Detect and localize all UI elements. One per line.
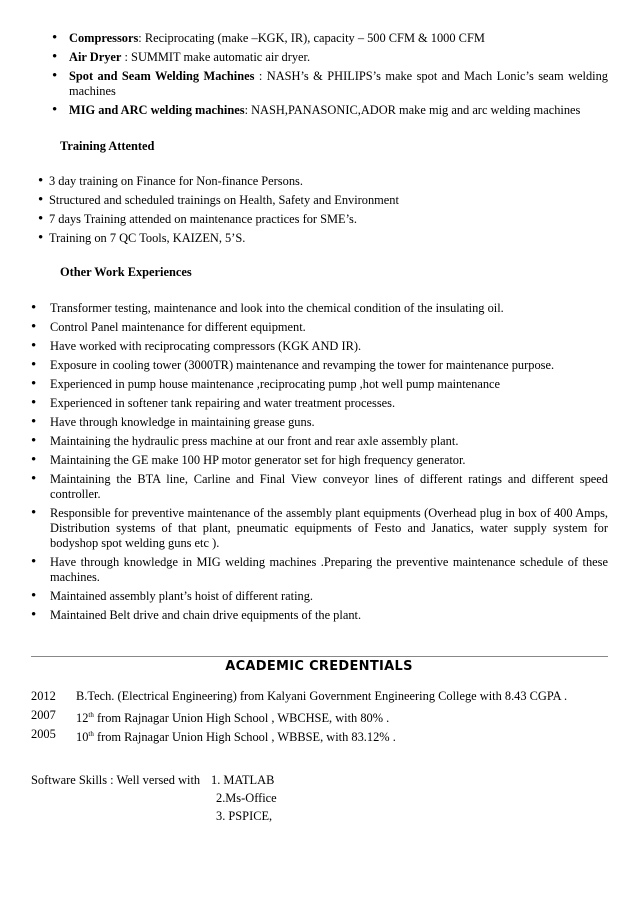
other-work-heading: Other Work Experiences	[60, 265, 192, 279]
separator: :	[138, 31, 145, 45]
skill-item: 2.Ms-Office	[216, 791, 277, 805]
equipment-description: NASH’s & PHILIPS’s make spot and Mach Lonic’s seam welding machines	[69, 69, 609, 98]
list-item: • Exposure in cooling tower (3000TR) maintenance and revamping the tower for maintenance purpose.	[50, 358, 608, 373]
separator: :	[244, 103, 252, 117]
training-list	[49, 174, 609, 250]
list-item: • Transformer testing, maintenance and look into the chemical condition of the insulating oil.	[50, 301, 608, 316]
academic-description	[76, 689, 567, 704]
academic-text: from Rajnagar Union High School , WBBSE, with 83.12% .	[93, 730, 396, 745]
academic-description	[76, 727, 396, 745]
academic-row	[31, 708, 611, 727]
other-work-list	[50, 301, 608, 627]
list-item: • Training on 7 QC Tools, KAIZEN, 5’S.	[49, 231, 609, 246]
list-item: • Maintaining the GE make 100 HP motor generator set for high frequency generator.	[50, 453, 608, 468]
skill-item: 1. MATLAB	[211, 773, 275, 787]
academic-description	[76, 708, 389, 726]
list-item: • Experienced in softener tank repairing and water treatment processes.	[50, 396, 608, 411]
list-item: • Experienced in pump house maintenance ,reciprocating pump ,hot well pump maintenance	[50, 377, 608, 392]
separator: :	[121, 50, 132, 64]
ordinal-suffix: th	[88, 711, 94, 719]
skill-item: 3. PSPICE,	[216, 809, 273, 823]
academic-heading: ACADEMIC CREDENTIALS	[225, 659, 413, 674]
section-divider	[31, 656, 608, 657]
equipment-name: MIG and ARC welding machines	[69, 103, 245, 117]
equipment-name: Air Dryer	[69, 50, 122, 64]
academic-text: 10	[76, 730, 89, 745]
equipment-description: Reciprocating (make –KGK, IR), capacity – 500 CFM & 1000 CFM	[144, 31, 485, 45]
separator: :	[254, 69, 267, 83]
list-item	[69, 31, 608, 46]
equipment-description: SUMMIT make automatic air dryer.	[131, 50, 311, 64]
list-item: • Structured and scheduled trainings on Health, Safety and Environment	[49, 193, 609, 208]
academic-year: 2007	[31, 708, 56, 722]
equipment-list	[69, 31, 608, 122]
equipment-name: Spot and Seam Welding Machines	[69, 69, 255, 83]
list-item	[69, 69, 608, 99]
academic-year: 2012	[31, 689, 56, 703]
list-item: • Have worked with reciprocating compressors (KGK AND IR).	[50, 339, 608, 354]
equipment-name: Compressors	[69, 31, 139, 45]
skills-label: Software Skills : Well versed with	[31, 773, 201, 787]
academic-list	[31, 689, 611, 746]
list-item: • Control Panel maintenance for different equipment.	[50, 320, 608, 335]
academic-year: 2005	[31, 727, 56, 741]
academic-text: 12	[76, 711, 89, 726]
list-item: • Maintaining the hydraulic press machine at our front and rear axle assembly plant.	[50, 434, 608, 449]
academic-row	[31, 689, 611, 708]
list-item: • Maintained assembly plant’s hoist of different rating.	[50, 589, 608, 604]
list-item: • 3 day training on Finance for Non-finance Persons.	[49, 174, 609, 189]
list-item	[69, 50, 608, 65]
list-item: • Maintaining the BTA line, Carline and Final View conveyor lines of different ratings and different speed controller.	[50, 472, 608, 502]
academic-row	[31, 727, 611, 746]
list-item: • Maintained Belt drive and chain drive equipments of the plant.	[50, 608, 608, 623]
ordinal-suffix: th	[88, 730, 94, 738]
academic-text: B.Tech. (Electrical Engineering) from Kalyani Government Engineering College with 8.43 CGPA .	[76, 689, 568, 703]
training-heading: Training Attented	[60, 139, 155, 153]
list-item: • Have through knowledge in maintaining grease guns.	[50, 415, 608, 430]
list-item	[69, 103, 608, 118]
list-item: • Have through knowledge in MIG welding machines .Preparing the preventive maintenance schedule of these machines.	[50, 555, 608, 585]
academic-text: from Rajnagar Union High School , WBCHSE, with 80% .	[93, 711, 390, 726]
list-item: • 7 days Training attended on maintenance practices for SME’s.	[49, 212, 609, 227]
list-item: • Responsible for preventive maintenance of the assembly plant equipments (Overhead plug in box of 400 Amps, Distribution systems of that plant, pneumatic equipments of Festo and Janatics, water supply system for bodyshop spot welding guns etc ).	[50, 506, 608, 551]
equipment-description: NASH,PANASONIC,ADOR make mig and arc welding machines	[251, 103, 581, 117]
